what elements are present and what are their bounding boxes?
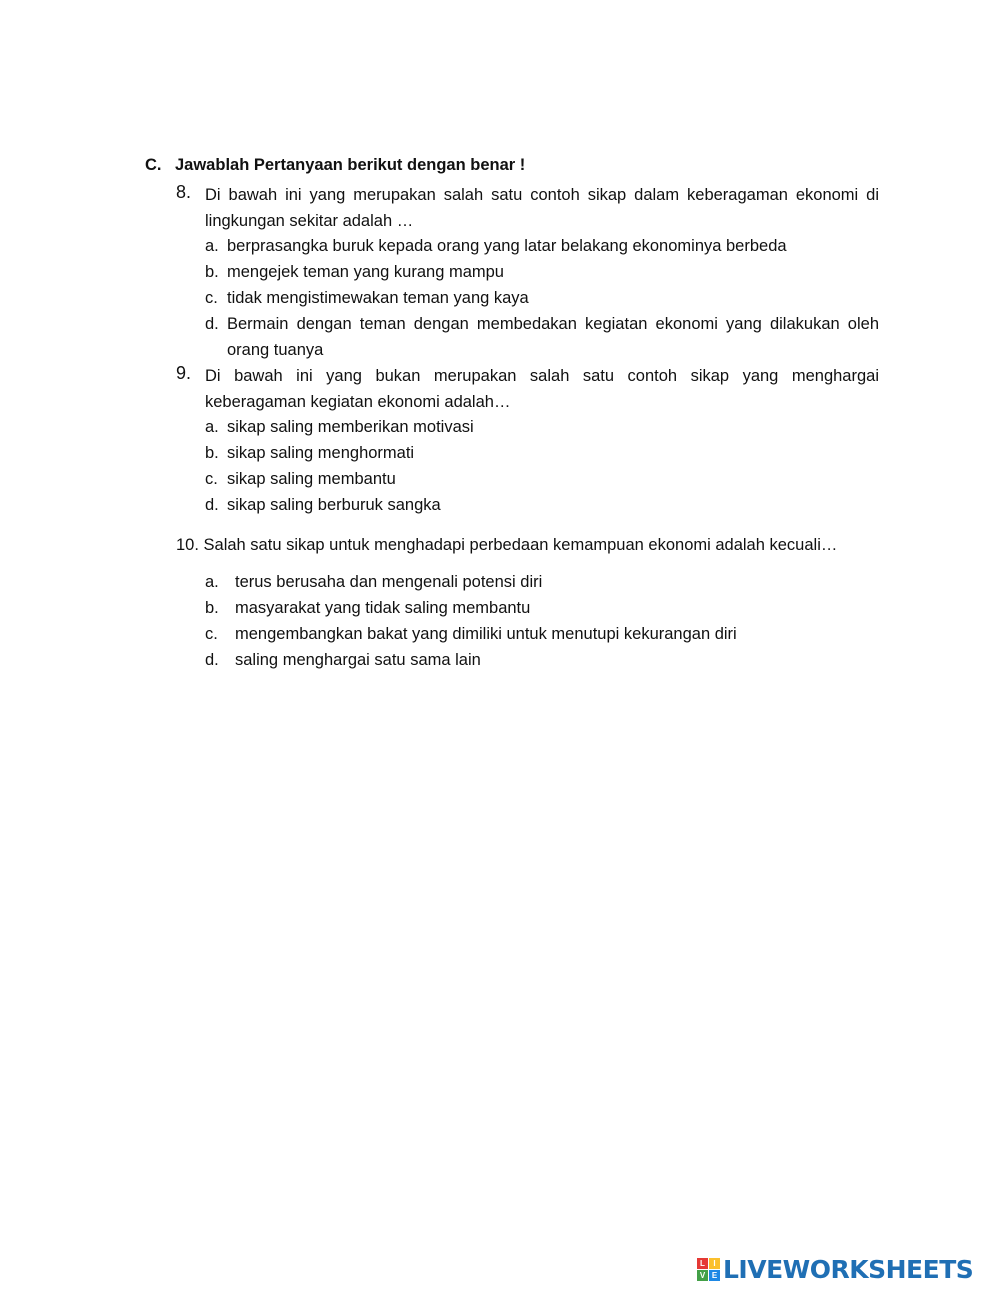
option-text: sikap saling memberikan motivasi (227, 418, 474, 436)
question-8-number: 8. (176, 182, 192, 202)
logo-squares-icon (697, 1258, 720, 1281)
section-title: Jawablah Pertanyaan berikut dengan benar ! (175, 156, 526, 174)
question-9-text: Di bawah ini yang bukan merupakan salah satu contoh sikap yang menghargai keberagaman kegiatan ekonomi adalah… (205, 367, 879, 411)
option-text: mengejek teman yang kurang mampu (227, 263, 504, 281)
question-8-text: Di bawah ini yang merupakan salah satu contoh sikap dalam keberagaman ekonomi di lingkungan sekitar adalah … (205, 186, 879, 230)
option-letter: a. (205, 573, 219, 591)
option-letter: c. (205, 470, 218, 488)
option-text: tidak mengistimewakan teman yang kaya (227, 289, 529, 307)
liveworksheets-logo[interactable] (697, 1254, 973, 1284)
logo-square: I (709, 1258, 720, 1269)
option-text: sikap saling menghormati (227, 444, 415, 462)
option-text: saling menghargai satu sama lain (235, 651, 481, 669)
option-text: mengembangkan bakat yang dimiliki untuk menutupi kekurangan diri (235, 625, 737, 643)
section-heading (145, 156, 525, 175)
option-text: terus berusaha dan mengenali potensi diri (235, 573, 543, 591)
logo-text: LIVEWORKSHEETS (723, 1254, 974, 1284)
option-text: berprasangka buruk kepada orang yang latar belakang ekonominya berbeda (227, 237, 787, 255)
option-text: sikap saling berburuk sangka (227, 496, 441, 514)
option-letter: d. (205, 315, 219, 333)
option-text: masyarakat yang tidak saling membantu (235, 599, 531, 617)
question-9-number: 9. (176, 363, 192, 383)
option-letter: d. (205, 496, 219, 514)
option-letter: a. (205, 418, 219, 436)
option-letter: c. (205, 625, 218, 643)
logo-square: V (697, 1270, 708, 1281)
question-10-text: 10. Salah satu sikap untuk menghadapi perbedaan kemampuan ekonomi adalah kecuali… (176, 536, 838, 554)
option-text: Bermain dengan teman dengan membedakan kegiatan ekonomi yang dilakukan oleh orang tuanya (227, 315, 879, 359)
option-letter: b. (205, 599, 219, 617)
option-letter: c. (205, 289, 218, 307)
option-letter: d. (205, 651, 219, 669)
option-letter: a. (205, 237, 219, 255)
logo-square: L (697, 1258, 708, 1269)
option-text: sikap saling membantu (227, 470, 396, 488)
logo-square: E (709, 1270, 720, 1281)
section-letter: C. (145, 156, 162, 174)
option-letter: b. (205, 444, 219, 462)
option-letter: b. (205, 263, 219, 281)
